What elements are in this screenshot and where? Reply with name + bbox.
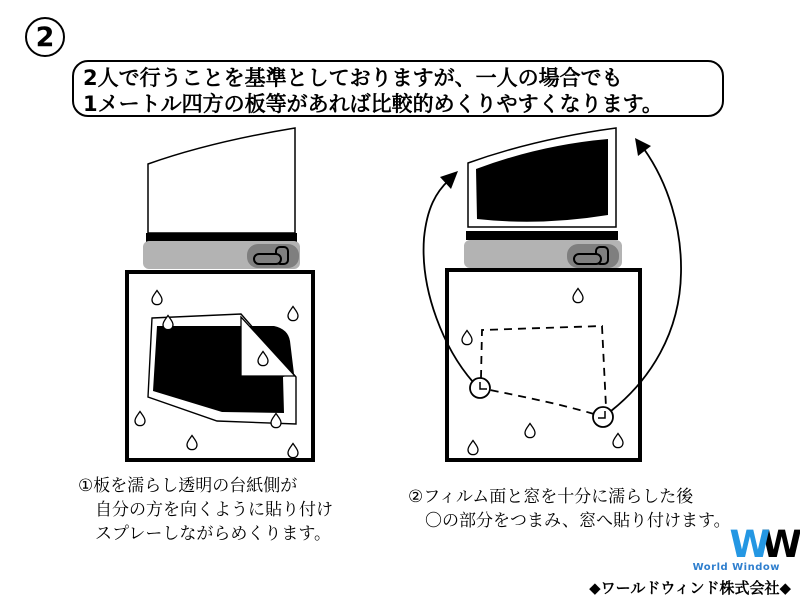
logo-w-black: W: [761, 523, 791, 566]
window-rubber-strip: [146, 233, 297, 242]
step-number-badge: [25, 17, 65, 57]
caption-line: ②フィルム面と窓を十分に濡らした後: [408, 487, 694, 507]
instruction-bubble: [72, 60, 724, 117]
world-window-logo: [589, 523, 791, 566]
car-door-window: [148, 128, 295, 233]
door-handle-icon: [567, 244, 619, 268]
caption-line: ①板を濡らし透明の台紙側が: [78, 476, 298, 496]
left-diagram: [127, 128, 313, 460]
door-handle-icon: [247, 244, 299, 268]
caption-line: 〇の部分をつまみ、窓へ貼り付けます。: [425, 511, 731, 531]
caption-line: スプレーしながらめくります。: [95, 524, 331, 544]
right-diagram: [424, 128, 681, 460]
pinch-point-icon: [593, 407, 613, 427]
company-name: ◆ワールドウィンド株式会社◆: [589, 579, 791, 597]
logo-w-blue: W: [729, 523, 760, 566]
applied-tint-film: [476, 139, 608, 222]
wet-board: [447, 270, 640, 460]
bubble-line-2: 1メートル四方の板等があれば比較的めくりやすくなります。: [83, 92, 663, 116]
left-step-caption: [78, 474, 333, 546]
bubble-line-1: 2人で行うことを基準としておりますが、一人の場合でも: [83, 66, 623, 90]
window-rubber-strip: [466, 231, 618, 240]
step-number: 2: [35, 21, 55, 53]
logo-subtitle: World Window: [692, 562, 780, 573]
footer: [589, 523, 791, 598]
caption-line: 自分の方を向くように貼り付け: [95, 500, 333, 520]
right-step-caption: [408, 485, 731, 533]
